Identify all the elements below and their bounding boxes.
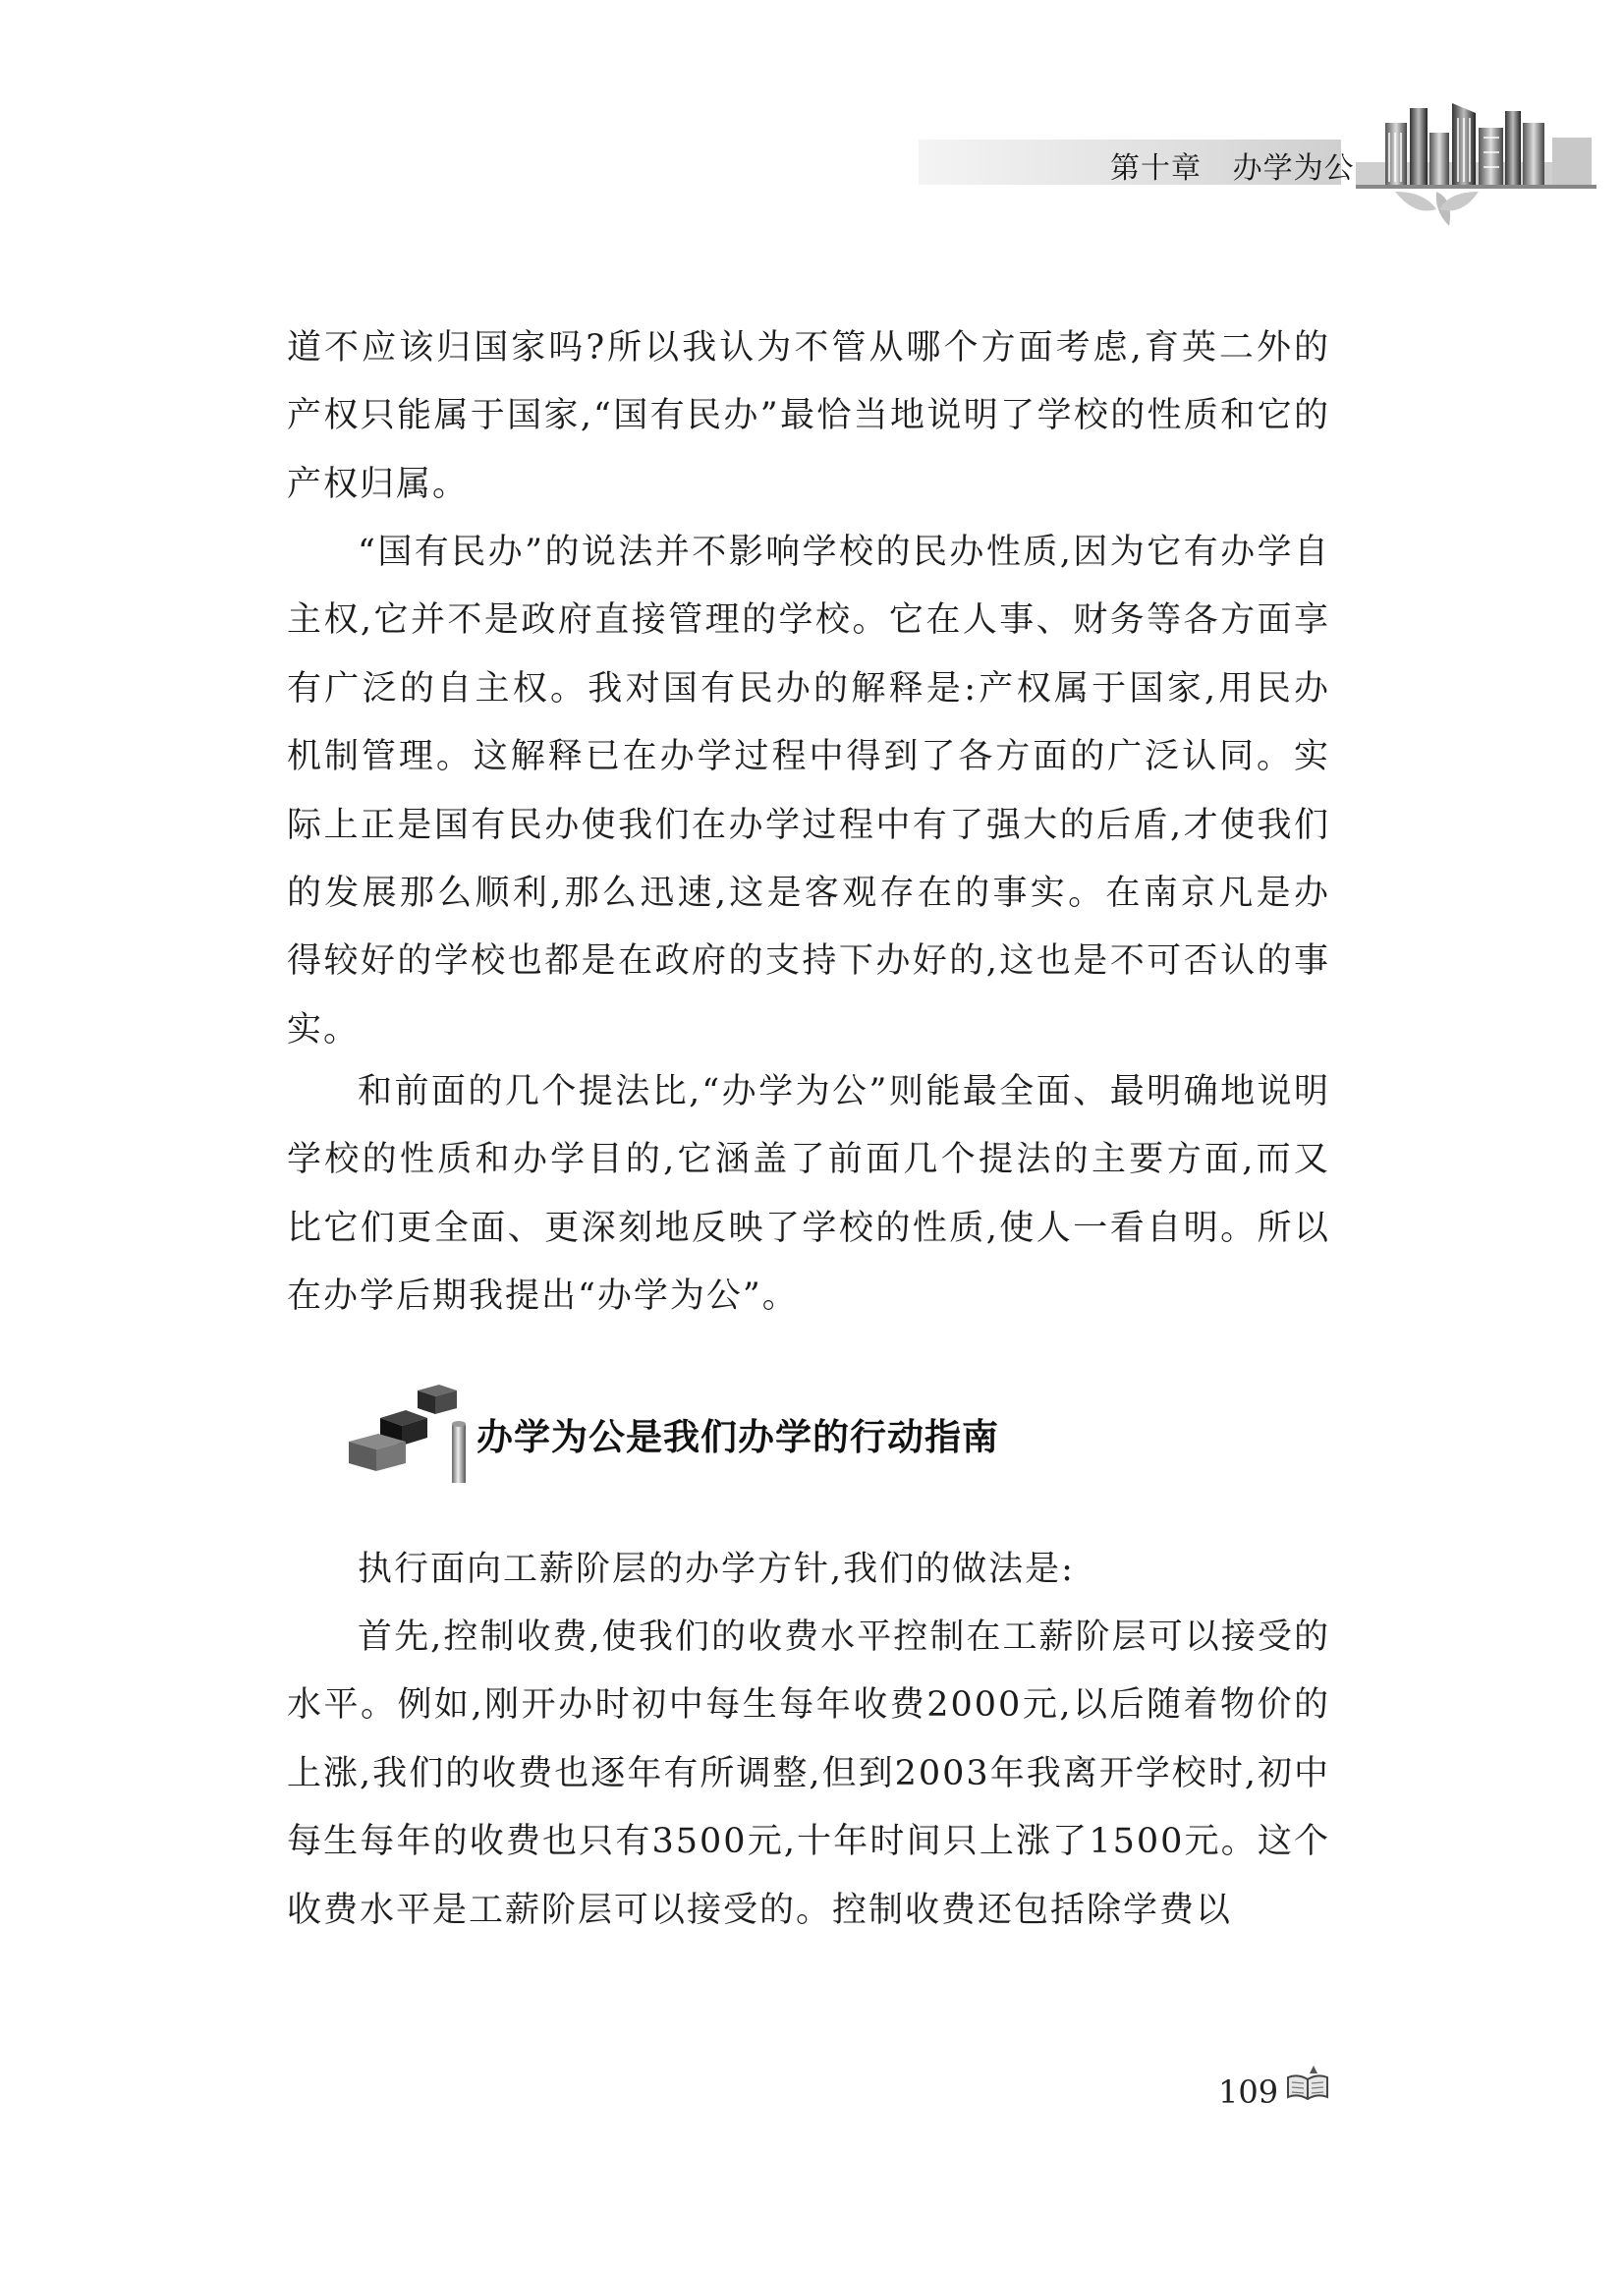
- blocks-icon: [349, 1381, 476, 1489]
- chapter-number: 第十章: [1110, 151, 1202, 186]
- chapter-title: 办学为公: [1232, 151, 1355, 186]
- paragraph: 道不应该归国家吗?所以我认为不管从哪个方面考虑,育英二外的产权只能属于国家,“国有民办”最恰当地说明了学校的性质和它的产权归属。: [287, 328, 1330, 504]
- running-header: [1110, 143, 1355, 187]
- paragraph: “国有民办”的说法并不影响学校的民办性质,因为它有办学自主权,它并不是政府直接管理的学校。它在人事、财务等各方面享有广泛的自主权。我对国有民办的解释是:产权属于国家,用民办机制管理。这解释已在办学过程中得到了各方面的广泛认同。实际上正是国有民办使我们在办学过程中有了强大的后盾,才使我们的发展那么顺利,那么迅速,这是客观存在的事实。在南京凡是办得较好的学校也都是在政府的支持下办好的,这也是不可否认的事实。: [287, 533, 1330, 1050]
- buildings-icon: [1356, 93, 1601, 241]
- paragraph: 首先,控制收费,使我们的收费水平控制在工薪阶层可以接受的水平。例如,刚开办时初中每生每年收费2000元,以后随着物价的上涨,我们的收费也逐年有所调整,但到2003年我离开学校时,初中每生每年的收费也只有3500元,十年时间只上涨了1500元。这个收费水平是工薪阶层可以接受的。控制收费还包括除学费以: [287, 1617, 1330, 1930]
- section-heading: 办学为公是我们办学的行动指南: [476, 1415, 999, 1458]
- paragraph: 和前面的几个提法比,“办学为公”则能最全面、最明确地说明学校的性质和办学目的,它涵盖了前面几个提法的主要方面,而又比它们更全面、更深刻地反映了学校的性质,使人一看自明。所以在办学后期我提出“办学为公”。: [287, 1072, 1330, 1317]
- paragraph: 执行面向工薪阶层的办学方针,我们的做法是:: [358, 1550, 1075, 1589]
- page-number: 109: [1218, 2073, 1279, 2111]
- open-book-icon: [1284, 2064, 1331, 2103]
